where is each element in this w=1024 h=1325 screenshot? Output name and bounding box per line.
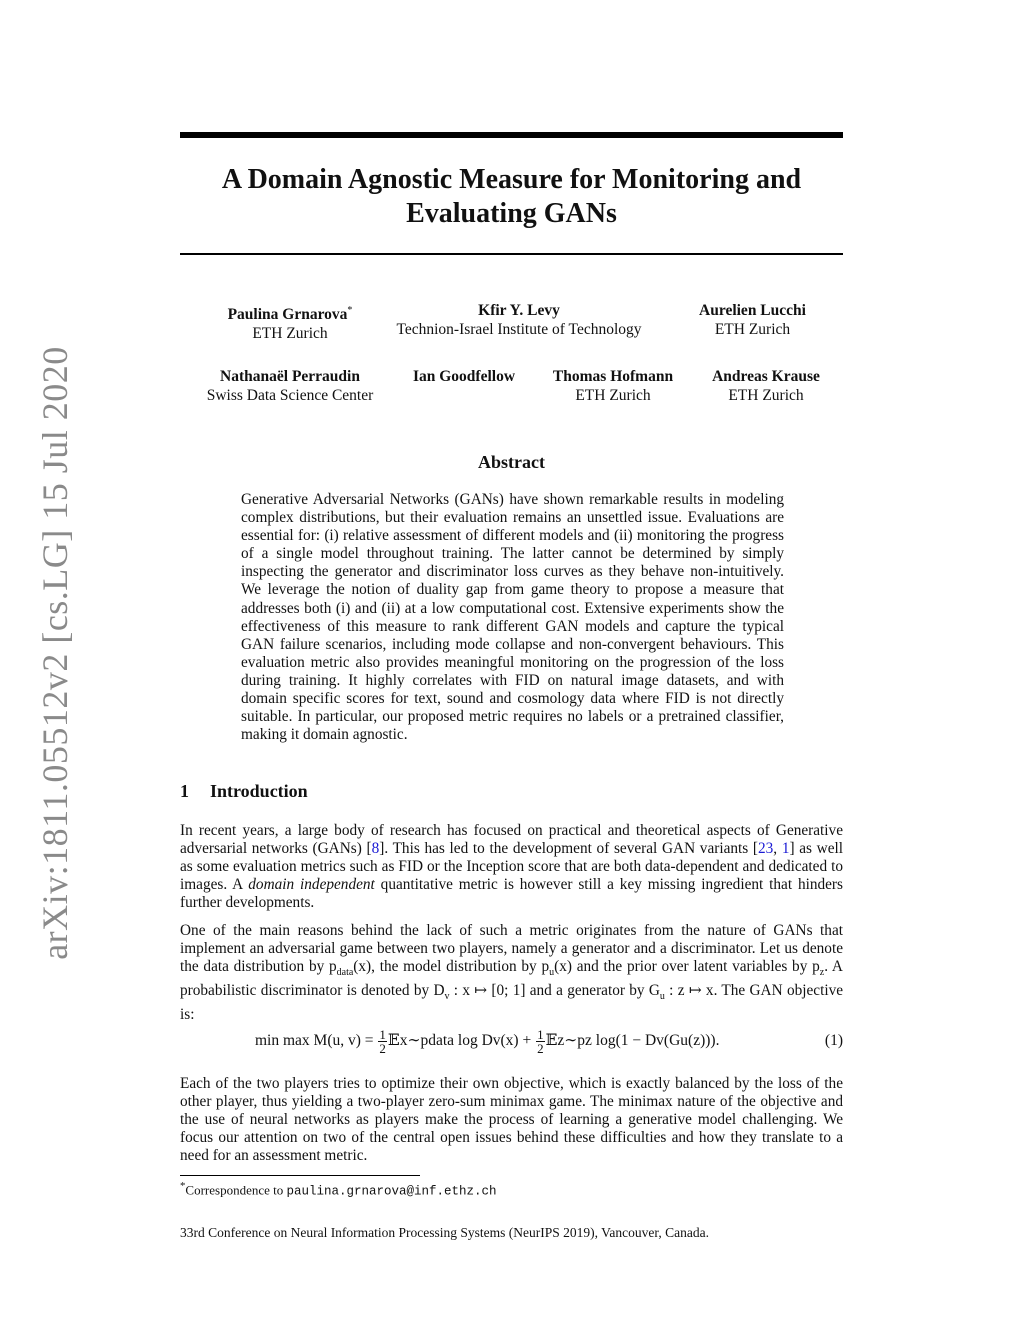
citation-link[interactable]: 1 <box>781 840 790 858</box>
author-affiliation: Technion-Israel Institute of Technology <box>396 321 642 338</box>
intro-paragraph-3: Each of the two players tries to optimize their own objective, which is exactly balanced by the loss of the other player, thus yielding a two-player zero-sum minimax game. The minimax nature of the objective and the use of neural networks as players make the process of learning a generative model challenging. We focus our attention on two of the central open issues behind these difficulties and how they translate to a need for an assessment metric. <box>180 1075 843 1165</box>
footnote-rule <box>180 1175 420 1176</box>
equation-term-1: 𝔼x∼pdata log Dv(x) + <box>387 1032 536 1050</box>
intro-paragraph-2: One of the main reasons behind the lack of such a metric originates from the nature of GANs that implement an adversarial game between two players, namely a generator and a discriminator. Let us denote the data distribution by $p_{data}(x)$, the model distribution by $p_u(x)$ and the prior over latent variables by $p_z$. A probabilistic discriminator is denoted by $D_v$ : x ↦ [0; 1] and a generator by $G_u$ : z ↦ x. The GAN objective is: <box>180 922 844 1024</box>
author-name: Andreas Krause <box>712 368 820 385</box>
author-name: Aurelien Lucchi <box>699 302 806 319</box>
author-block <box>680 301 825 339</box>
equation-number: (1) <box>824 1032 843 1049</box>
title-top-rule <box>180 132 843 138</box>
title-line-1: A Domain Agnostic Measure for Monitoring and <box>221 164 802 195</box>
fraction: $\frac{1}{2}$ <box>537 1027 544 1056</box>
author-name: Ian Goodfellow <box>412 368 516 385</box>
citation-link[interactable]: 23 <box>758 840 774 858</box>
author-name: Kfir Y. Levy <box>478 302 560 319</box>
author-affiliation: ETH Zurich <box>728 387 804 404</box>
abstract-heading: Abstract <box>478 452 545 472</box>
author-block <box>196 367 384 405</box>
author-name: Paulina Grnarova* <box>227 305 353 324</box>
intro-paragraph-1: In recent years, a large body of research has focused on practical and theoretical aspects of Generative adversarial networks (GANs) [8]. This has led to the development of several GAN variants [23, 1] as well as some evaluation metrics such as FID or the Inception score that are both data-dependent and dedicated to images. A domain independent quantitative metric is however still a key missing ingredient that hinders further developments. <box>180 822 844 912</box>
arxiv-identifier: arXiv:1811.05512v2 [cs.LG] 15 Jul 2020 <box>35 346 75 960</box>
author-affiliation: ETH Zurich <box>575 387 651 404</box>
author-block <box>200 301 380 343</box>
title-line-2: Evaluating GANs <box>406 198 617 229</box>
arxiv-sidebar <box>0 0 80 1325</box>
author-affiliation: Swiss Data Science Center <box>206 387 374 404</box>
citation-link[interactable]: 8 <box>371 840 380 858</box>
footnote: *Correspondence to paulina.grnarova@inf.ethz.ch <box>180 1180 497 1199</box>
equation-1 <box>180 1020 843 1064</box>
fraction: $\frac{1}{2}$ <box>379 1027 386 1056</box>
author-block <box>399 367 529 386</box>
author-name: Nathanaël Perraudin <box>220 368 360 385</box>
abstract-text: Generative Adversarial Networks (GANs) have shown remarkable results in modeling complex distributions, but their evaluation remains an unsettled issue. Evaluations are essential for: (i) relative assessment of different models and (ii) monitoring the progress of a single model throughout training. The latter cannot be determined by simply inspecting the generator and discriminator loss curves as they behave non-intuitively. We leverage the notion of duality gap from game theory to propose a measure that addresses both (i) and (ii) at a low computational cost. Extensive experiments show the effectiveness of this measure to rank different GAN models and capture the typical GAN failure scenarios, including mode collapse and non-convergent behaviours. This evaluation metric also provides meaningful monitoring on the progression of the loss during training. It highly correlates with FID on natural image datasets, and with domain specific scores for text, sound and cosmology data where FID is not directly suitable. In particular, our proposed metric requires no labels or a pretrained classifier, making it domain agnostic. <box>241 491 784 744</box>
paper-title <box>180 163 843 231</box>
author-affiliation: ETH Zurich <box>714 321 791 338</box>
author-affiliation: ETH Zurich <box>252 325 328 343</box>
author-block <box>543 367 683 405</box>
equation-lhs: min max M(u, v) = <box>255 1032 378 1050</box>
author-block <box>700 367 832 405</box>
correspondence-email[interactable]: paulina.grnarova@inf.ethz.ch <box>286 1184 497 1199</box>
equation-term-2: 𝔼z∼pz log(1 − Dv(Gu(z))). <box>545 1032 720 1050</box>
section-title: Introduction <box>210 781 308 801</box>
conference-note: 33rd Conference on Neural Information Processing Systems (NeurIPS 2019), Vancouver, Canada. <box>180 1225 709 1240</box>
equation-body <box>255 1028 719 1055</box>
author-name: Thomas Hofmann <box>552 368 674 385</box>
title-bottom-rule <box>180 253 843 255</box>
section-heading <box>180 781 308 802</box>
section-number: 1 <box>180 781 189 801</box>
author-block <box>380 301 658 339</box>
